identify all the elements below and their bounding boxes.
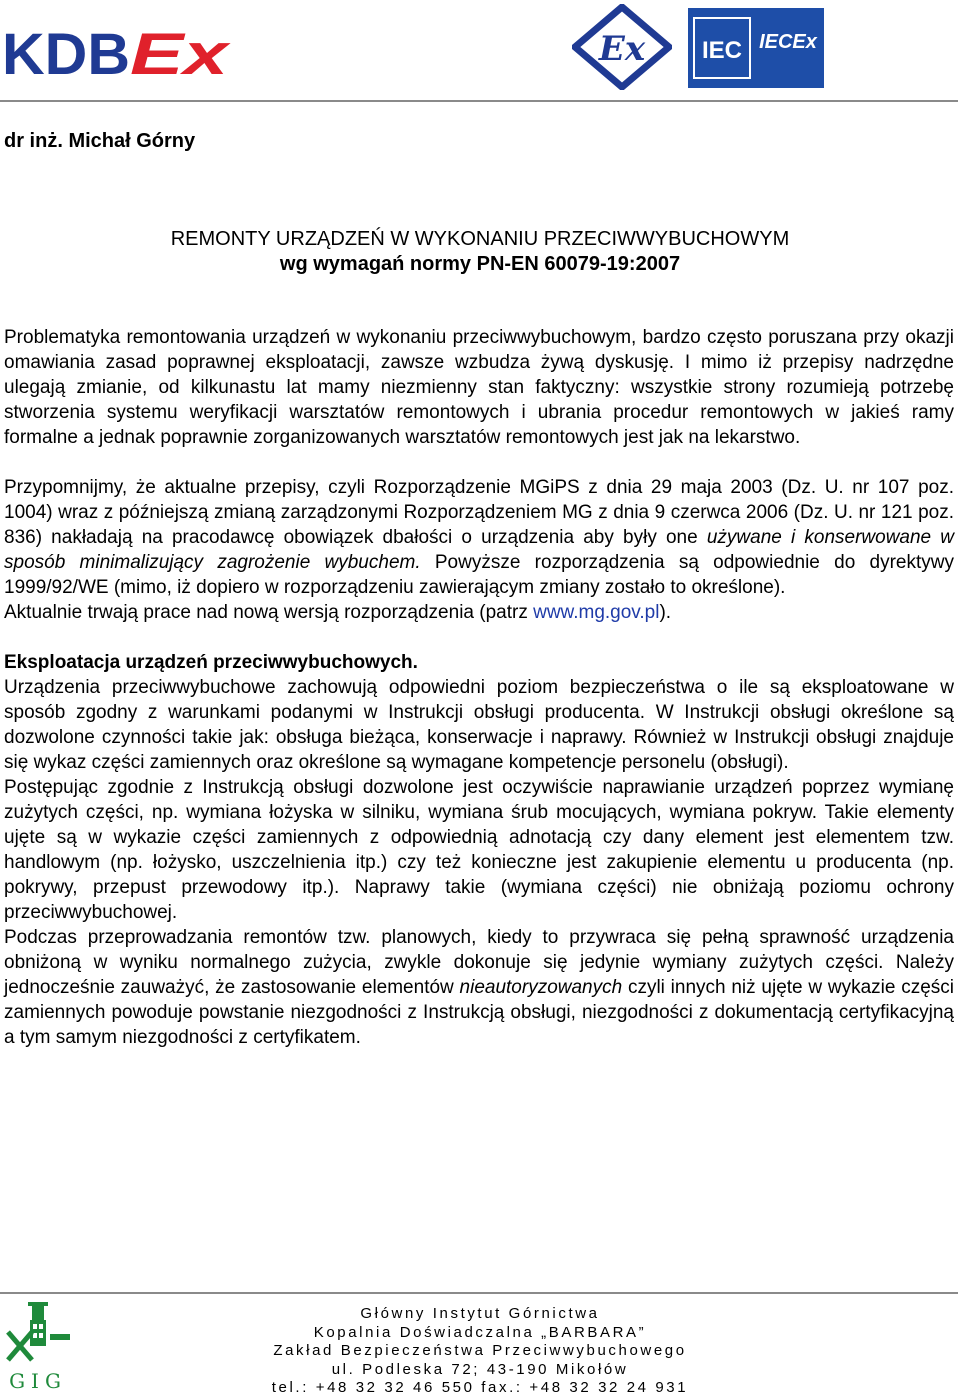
iec-iecex-logo	[688, 8, 824, 88]
paragraph-regulations	[4, 475, 954, 600]
paragraph-regulations-emphasis: używane i konserwowane w sposób minimalizujący zagrożenie wybuchem.	[4, 527, 954, 573]
paragraph-intro: Problematyka remontowania urządzeń w wykonaniu przeciwwybuchowym, bardzo często poruszana przy okazji omawiania zasad poprawnej eksploatacji, zawsze wzbudza żywą dyskusję. I mimo iż przepisy nadrzędne ulegają zmianie, od kilkunastu lat mamy niezmienny stan faktyczny: wszystkie strony rozumieją potrzebę stworzenia systemu weryfikacji warsztatów remontowych i ubrania procedur remontowych w jakieś ramy formalne a jednak poprawnie zorganizowanych warsztatów remontowych jest jak na lekarstwo.	[4, 327, 954, 448]
ex-atex-logo	[572, 4, 672, 90]
paragraph-regulations-text: Przypomnijmy, że aktualne przepisy, czyli Rozporządzenie MGiPS z dnia 29 maja 2003 (Dz. U. nr 107 poz. 1004) wraz z późniejszą zmianą zarządzonymi Rozporządzeniem MG z dnia 9 czerwca 2006 (Dz. U. nr 121 poz. 836) nakładają na pracodawcę obowiązek dbałości o urządzenia aby były one	[4, 477, 954, 548]
paragraph-planned-repairs	[4, 925, 954, 1050]
kdbex-logo	[2, 24, 232, 82]
footer-divider	[0, 1292, 958, 1294]
svg-text:GIG: GIG	[9, 1369, 67, 1392]
footer-department: Zakład Bezpieczeństwa Przeciwwybuchowego	[273, 1342, 687, 1359]
document-title: REMONTY URZĄDZEŃ W WYKONANIU PRZECIWWYBUCHOWYM	[170, 228, 790, 250]
svg-text:Ex: Ex	[598, 29, 646, 69]
svg-text:IECEx: IECEx	[759, 31, 817, 53]
paragraph-current-work-end: ).	[659, 602, 672, 623]
footer-contact: tel.: +48 32 32 46 550 fax.: +48 32 32 24 931	[271, 1379, 689, 1396]
footer-mine: Kopalnia Doświadczalna „BARBARA”	[313, 1323, 647, 1341]
paragraph-regulations-text-end: Powyższe rozporządzenia są odpowiednie do dyrektywy 1999/92/WE (mimo, iż dopiero w rozporządzeniu zawierającym zmiany zostało to określone).	[4, 552, 954, 598]
paragraph-planned-repairs-text: Podczas przeprowadzania remontów tzw. planowych, kiedy to przywraca się pełną sprawność urządzenia obniżoną w wyniku normalnego zużycia, zwykle dokonuje się jedynie wymiany zużytych części. Należy jednocześnie zauważyć, że zastosowanie elementów	[4, 927, 954, 998]
svg-text:KDB: KDB	[2, 24, 130, 82]
header-divider	[0, 100, 958, 102]
paragraph-current-work	[4, 600, 954, 625]
document-subtitle: wg wymagań normy PN-EN 60079-19:2007	[279, 253, 681, 275]
paragraph-repairs: Postępując zgodnie z Instrukcją obsługi dozwolone jest oczywiście naprawianie urządzeń poprzez wymianę zużytych części, np. wymiana łożyska w silniku, wymiana śrub mocujących, wymiana pokryw. Takie elementy ujęte są w wykazie części zamiennych z odpowiednią adnotacją czy dany element jest elementem tzw. handlowym (np. łożysko, uszczelnienia itp.) czy też konieczne jest zakupienie elementu u producenta (np. pokrywy, przepust przewodowy itp.). Naprawy takie (wymiana części) nie obniżają poziomu ochrony przeciwwybuchowej.	[4, 777, 954, 923]
document-body	[4, 325, 954, 1050]
footer-institute: Główny Instytut Górnictwa	[360, 1305, 600, 1322]
mg-gov-link[interactable]: www.mg.gov.pl	[533, 602, 660, 623]
footer-address	[250, 1305, 710, 1398]
gig-logo	[2, 1298, 74, 1392]
svg-text:Ex: Ex	[130, 24, 232, 82]
section-heading: Eksploatacja urządzeń przeciwwybuchowych.	[4, 652, 418, 673]
footer-street: ul. Podleska 72; 43-190 Mikołów	[331, 1360, 629, 1378]
svg-text:IEC: IEC	[701, 37, 743, 64]
author-name: dr inż. Michał Górny	[4, 130, 196, 152]
paragraph-current-work-text: Aktualnie trwają prace nad nową wersją rozporządzenia (patrz	[4, 602, 534, 623]
paragraph-planned-repairs-text-end: czyli innych niż ujęte w wykazie części zamiennych powoduje powstanie niezgodności z Instrukcją obsługi, niezgodności z dokumentacją certyfikacyjną a tym samym niezgodności z certyfikatem.	[4, 977, 955, 1048]
paragraph-planned-repairs-emphasis: nieautoryzowanych	[459, 977, 623, 998]
paragraph-operation: Urządzenia przeciwwybuchowe zachowują odpowiedni poziom bezpieczeństwa o ile są eksploatowane w sposób zgodny z warunkami podanymi w Instrukcji obsługi producenta. W Instrukcji obsługi określone są dozwolone czynności takie jak: obsługa bieżąca, konserwacje i naprawy. Również w Instrukcji obsługi znajduje się wykaz części zamiennych oraz określone są wymagane kompetencje personelu (obsługi).	[4, 677, 954, 773]
